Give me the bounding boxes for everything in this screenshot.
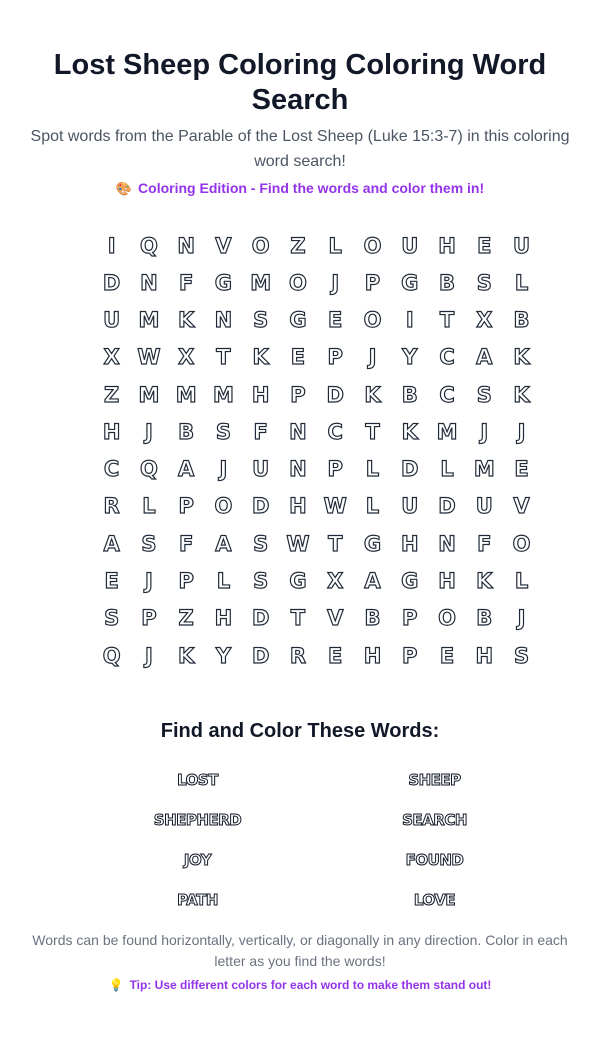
grid-cell[interactable]: G <box>289 569 307 594</box>
grid-cell[interactable]: C <box>103 457 120 482</box>
grid-cell[interactable]: K <box>178 308 195 333</box>
grid-cell[interactable]: B <box>439 270 456 295</box>
grid-cell[interactable]: S <box>253 569 269 594</box>
grid-cell[interactable]: P <box>141 606 157 631</box>
word-list-item: LOST <box>177 771 218 789</box>
grid-cell[interactable]: F <box>178 531 194 556</box>
grid-cell[interactable]: K <box>513 382 530 407</box>
tip-text: Tip: Use different colors for each word to make them stand out! <box>129 978 492 992</box>
grid-cell[interactable]: X <box>476 308 493 333</box>
grid-cell[interactable]: K <box>178 643 195 668</box>
grid-cell[interactable]: X <box>178 345 195 370</box>
grid-cell[interactable]: C <box>439 382 455 407</box>
grid-cell[interactable]: B <box>401 382 418 407</box>
grid-cell[interactable]: D <box>251 643 270 668</box>
grid-cell[interactable]: D <box>251 494 270 519</box>
word-list-item: JOY <box>183 851 212 869</box>
grid-cell[interactable]: H <box>400 531 419 556</box>
grid-cell[interactable]: H <box>289 494 307 519</box>
lightbulb-icon: 💡 <box>108 978 124 992</box>
grid-cell[interactable]: T <box>290 606 306 631</box>
grid-cell[interactable]: Z <box>290 233 306 258</box>
word-list-item: SHEPHERD <box>153 811 242 829</box>
grid-cell[interactable]: W <box>323 494 347 519</box>
grid-cell[interactable]: M <box>138 382 160 407</box>
grid-cell[interactable]: O <box>363 233 382 258</box>
grid-cell[interactable]: E <box>514 457 529 482</box>
grid-cell[interactable]: S <box>104 606 120 631</box>
grid-cell[interactable]: P <box>402 643 418 668</box>
grid-cell[interactable]: D <box>102 270 121 295</box>
edition-banner <box>0 178 600 199</box>
grid-cell[interactable]: M <box>212 382 234 407</box>
grid-cell[interactable]: F <box>178 270 194 295</box>
grid-cell[interactable]: A <box>103 531 120 556</box>
page-title: Lost Sheep Coloring Coloring Word Search <box>53 49 547 116</box>
grid-cell[interactable]: Q <box>102 643 121 668</box>
grid-cell[interactable]: T <box>216 345 231 370</box>
palette-icon: 🎨 <box>115 181 133 196</box>
grid-cell[interactable]: M <box>436 419 458 444</box>
word-list-item: FOUND <box>405 851 464 869</box>
grid-cell[interactable]: N <box>289 457 307 482</box>
grid-cell[interactable]: O <box>289 270 307 295</box>
grid-cell[interactable]: E <box>477 233 492 258</box>
grid-cell[interactable]: V <box>513 494 530 519</box>
grid-cell[interactable]: A <box>215 531 232 556</box>
grid-cell[interactable]: U <box>401 233 419 258</box>
grid-cell[interactable]: U <box>401 494 419 519</box>
edition-text: Coloring Edition - Find the words and color them in! <box>138 180 485 196</box>
grid-cell[interactable]: Y <box>402 345 418 370</box>
grid-cell[interactable]: N <box>140 270 158 295</box>
grid-cell[interactable]: U <box>475 494 493 519</box>
word-list-item: SEARCH <box>402 811 467 829</box>
grid-cell[interactable]: E <box>328 308 343 333</box>
grid-cell[interactable]: X <box>103 345 120 370</box>
grid-cell[interactable]: D <box>401 457 419 482</box>
grid-cell[interactable]: L <box>216 569 231 594</box>
word-list-item: LOVE <box>413 891 456 909</box>
grid-cell[interactable]: G <box>214 270 233 295</box>
grid-cell[interactable]: Q <box>139 457 158 482</box>
grid-cell[interactable]: J <box>219 457 228 482</box>
grid-cell[interactable]: J <box>144 569 153 594</box>
grid-cell[interactable]: P <box>402 606 418 631</box>
grid-cell[interactable]: Z <box>104 382 120 407</box>
grid-cell[interactable]: J <box>368 345 377 370</box>
grid-cell[interactable]: L <box>514 569 529 594</box>
grid-cell[interactable]: H <box>438 233 456 258</box>
grid-cell[interactable]: B <box>178 419 195 444</box>
grid-cell[interactable]: N <box>177 233 195 258</box>
grid-cell[interactable]: J <box>331 270 340 295</box>
grid-cell[interactable]: B <box>513 308 530 333</box>
grid-cell[interactable]: L <box>514 270 529 295</box>
grid-cell[interactable]: E <box>290 345 306 370</box>
grid-cell[interactable]: E <box>439 643 455 668</box>
grid-cell[interactable]: L <box>142 494 156 519</box>
grid-cell[interactable]: E <box>104 569 119 594</box>
instructions: Words can be found horizontally, vertically, or diagonally in any direction. Color in each letter as you find the words! <box>32 932 568 969</box>
grid-cell[interactable]: P <box>327 345 343 370</box>
grid-cell[interactable]: A <box>364 569 381 594</box>
grid-cell[interactable]: A <box>178 457 195 482</box>
grid-cell[interactable]: O <box>512 531 531 556</box>
grid-cell[interactable]: P <box>327 457 343 482</box>
grid-cell[interactable]: K <box>513 345 530 370</box>
grid-cell[interactable]: J <box>144 419 153 444</box>
grid-cell[interactable]: A <box>476 345 493 370</box>
grid-cell[interactable]: H <box>251 382 270 407</box>
grid-cell[interactable]: H <box>214 606 233 631</box>
grid-cell[interactable]: P <box>178 494 194 519</box>
tip <box>0 976 600 994</box>
grid-cell[interactable]: E <box>328 643 343 668</box>
grid-cell[interactable]: J <box>480 419 489 444</box>
page-subtitle: Spot words from the Parable of the Lost Sheep (Luke 15:3-7) in this coloring word search! <box>30 128 570 170</box>
grid-cell[interactable]: P <box>178 569 194 594</box>
grid-cell[interactable]: H <box>475 643 494 668</box>
grid-cell[interactable]: M <box>138 308 160 333</box>
words-heading: Find and Color These Words: <box>160 720 440 742</box>
grid-cell[interactable]: F <box>253 419 268 444</box>
grid-cell[interactable]: N <box>214 308 233 333</box>
grid-cell[interactable]: P <box>290 382 306 407</box>
grid-cell[interactable]: L <box>440 457 454 482</box>
grid-cell[interactable]: G <box>401 270 419 295</box>
grid-cell[interactable]: X <box>327 569 344 594</box>
grid-cell[interactable]: M <box>175 382 197 407</box>
grid-cell[interactable]: N <box>438 531 456 556</box>
grid-cell[interactable]: B <box>364 606 381 631</box>
grid-cell[interactable]: O <box>214 494 233 519</box>
grid-cell[interactable]: M <box>473 457 495 482</box>
grid-cell[interactable]: I <box>107 233 116 258</box>
grid-cell[interactable]: J <box>517 606 526 631</box>
grid-cell[interactable]: S <box>215 419 231 444</box>
grid-cell[interactable]: V <box>215 233 232 258</box>
letter-grid <box>93 227 540 674</box>
grid-cell[interactable]: R <box>103 494 120 519</box>
grid-cell[interactable]: G <box>401 569 419 594</box>
grid-cell[interactable]: U <box>103 308 121 333</box>
grid-cell[interactable]: J <box>517 419 526 444</box>
grid-cell[interactable]: K <box>252 345 269 370</box>
grid-cell[interactable]: U <box>252 457 270 482</box>
grid-cell[interactable]: O <box>251 233 270 258</box>
grid-cell[interactable]: G <box>289 308 307 333</box>
word-list-item: SHEEP <box>408 771 461 789</box>
grid-cell[interactable]: H <box>438 569 456 594</box>
grid-cell[interactable]: S <box>513 643 530 668</box>
grid-cell[interactable]: S <box>141 531 157 556</box>
grid-cell[interactable]: Q <box>139 233 158 258</box>
grid-cell[interactable]: J <box>144 643 153 668</box>
grid-cell[interactable]: L <box>365 494 380 519</box>
word-list <box>79 760 553 920</box>
grid-cell[interactable]: Y <box>215 643 232 668</box>
grid-cell[interactable]: P <box>364 270 381 295</box>
grid-cell[interactable]: C <box>439 345 455 370</box>
grid-cell[interactable]: K <box>476 569 493 594</box>
grid-cell[interactable]: S <box>253 308 269 333</box>
grid-cell[interactable]: H <box>102 419 121 444</box>
grid-cell[interactable]: B <box>476 606 493 631</box>
grid-cell[interactable]: I <box>405 308 414 333</box>
grid-cell[interactable]: G <box>363 531 382 556</box>
grid-cell[interactable]: S <box>253 531 269 556</box>
grid-cell[interactable]: V <box>327 606 344 631</box>
grid-cell[interactable]: N <box>289 419 307 444</box>
grid-cell[interactable]: T <box>365 419 380 444</box>
grid-cell[interactable]: D <box>251 606 270 631</box>
grid-cell[interactable]: W <box>286 531 310 556</box>
grid-cell[interactable]: D <box>326 382 344 407</box>
grid-cell[interactable]: C <box>327 419 343 444</box>
grid-cell[interactable]: O <box>363 308 382 333</box>
grid-cell[interactable]: S <box>476 270 492 295</box>
grid-cell[interactable]: H <box>363 643 382 668</box>
grid-cell[interactable]: F <box>477 531 492 556</box>
grid-cell[interactable]: K <box>364 382 381 407</box>
grid-cell[interactable]: Z <box>178 606 194 631</box>
grid-cell[interactable]: O <box>438 606 456 631</box>
grid-cell[interactable]: T <box>328 531 343 556</box>
grid-cell[interactable]: S <box>476 382 492 407</box>
grid-cell[interactable]: K <box>401 419 418 444</box>
grid-cell[interactable]: U <box>513 233 531 258</box>
grid-cell[interactable]: R <box>289 643 307 668</box>
grid-cell[interactable]: T <box>439 308 455 333</box>
grid-cell[interactable]: L <box>328 233 342 258</box>
grid-cell[interactable]: W <box>137 345 161 370</box>
grid-cell[interactable]: M <box>250 270 272 295</box>
grid-cell[interactable]: L <box>365 457 380 482</box>
word-list-item: PATH <box>177 891 218 909</box>
grid-cell[interactable]: D <box>438 494 456 519</box>
